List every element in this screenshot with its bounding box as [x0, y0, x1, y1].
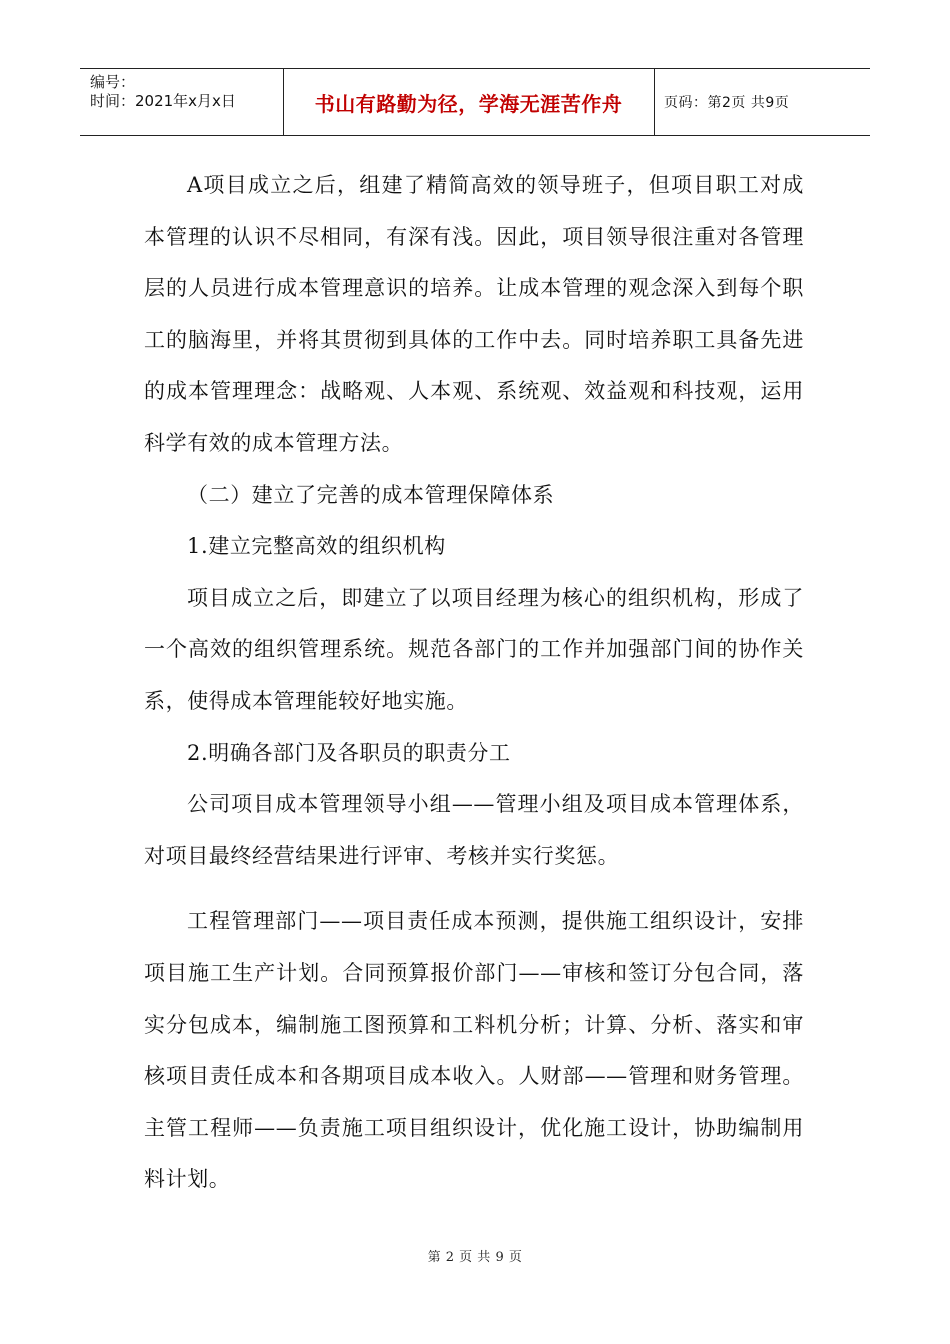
paragraph: 工程管理部门——项目责任成本预测，提供施工组织设计，安排项目施工生产计划。合同预算报价部门——审核和签订分包合同，落实分包成本，编制施工图预算和工料机分析；计算、分析、落实和审核项目责任成本和各期项目成本收入。人财部——管理和财务管理。主管工程师——负责施工项目组织设计，优化施工设计，协助编制用料计划。 [144, 909, 804, 1192]
section-heading: （二）建立了完善的成本管理保障体系 [187, 482, 555, 507]
paragraph: 公司项目成本管理领导小组——管理小组及项目成本管理体系，对项目最终经营结果进行评审、考核并实行奖惩。 [144, 792, 804, 868]
header-motto: 书山有路勤为径，学海无涯苦作舟 [314, 91, 623, 116]
document-number-label: 编号： [90, 73, 136, 91]
header-divider [654, 69, 655, 135]
subsection-heading: 2.明确各部门及各职员的职责分工 [187, 740, 511, 765]
paragraph: 项目成立之后，即建立了以项目经理为核心的组织机构，形成了一个高效的组织管理系统。规范各部门的工作并加强部门间的协作关系，使得成本管理能较好地实施。 [144, 585, 804, 713]
document-date: 时间：2021年x月x日 [90, 92, 236, 110]
paragraph: A项目成立之后，组建了精简高效的领导班子，但项目职工对成本管理的认识不尽相同，有深有浅。因此，项目领导很注重对各管理层的人员进行成本管理意识的培养。让成本管理的观念深入到每个职工的脑海里，并将其贯彻到具体的工作中去。同时培养职工具备先进的成本管理理念：战略观、人本观、系统观、效益观和科技观，运用科学有效的成本管理方法。 [144, 173, 804, 455]
subsection-heading: 1.建立完整高效的组织机构 [187, 534, 446, 559]
header-page-info: 页码：第2页 共9页 [664, 95, 790, 111]
document-body [144, 160, 804, 1206]
page-header [80, 68, 870, 136]
page-footer: 第 2 页 共 9 页 [427, 1250, 523, 1265]
header-meta [90, 73, 236, 111]
